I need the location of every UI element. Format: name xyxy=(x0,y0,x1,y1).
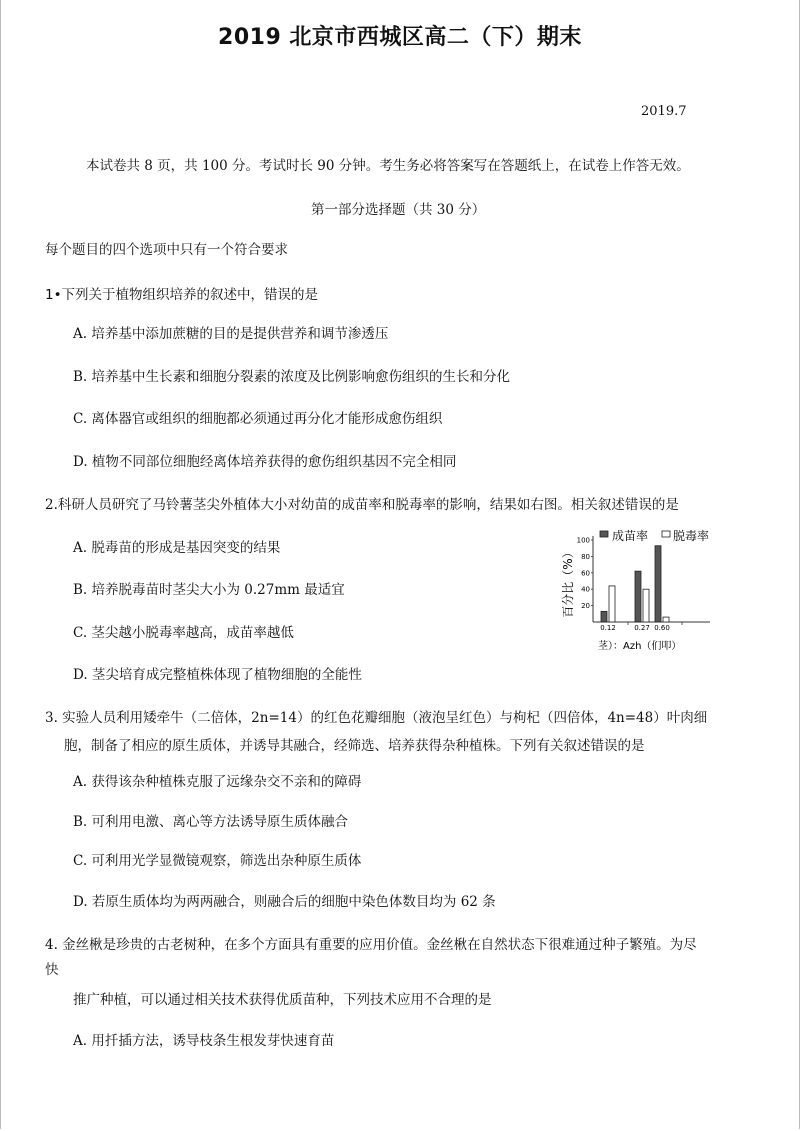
x-tick-label: 0.60 xyxy=(654,624,670,632)
legend-swatch-series-2 xyxy=(662,531,670,537)
x-tick-label: 0.27 xyxy=(634,624,650,632)
y-tick-label: 80 xyxy=(581,552,590,561)
y-axis-label: 百分比（%） xyxy=(561,546,575,618)
bar-chart xyxy=(560,526,720,656)
question-1-stem: 1•下列关于植物组织培养的叙述中，错误的是 xyxy=(45,287,319,303)
question-4-option-a: A. 用扦插方法，诱导枝条生根发芽快速育苗 xyxy=(73,1033,335,1049)
y-tick-label: 20 xyxy=(581,602,590,611)
bar-成苗率-0.60 xyxy=(655,546,661,622)
question-1-option-a: A. 培养基中添加蔗糖的目的是提供营养和调节渗透压 xyxy=(73,326,389,342)
question-3-option-c: C. 可利用光学显微镜观察，筛选出杂种原生质体 xyxy=(73,853,362,869)
question-3-option-b: B. 可利用电激、离心等方法诱导原生质体融合 xyxy=(73,814,349,830)
exam-instructions: 本试卷共 8 页，共 100 分。考试时长 90 分钟。考生务必将答案写在答题纸上，在试卷上作答无效。 xyxy=(86,158,690,174)
section-title: 第一部分选择题（共 30 分） xyxy=(311,202,486,218)
y-tick-label: 60 xyxy=(581,569,590,578)
question-1-option-c: C. 离体器官或组织的细胞都必须通过再分化才能形成愈伤组织 xyxy=(73,411,443,427)
question-1-option-b: B. 培养基中生长素和细胞分裂素的浓度及比例影响愈伤组织的生长和分化 xyxy=(73,369,511,385)
question-4-stem-line-1: 4. 金丝楸是珍贵的古老树种，在多个方面具有重要的应用价值。金丝楸在自然状态下很难通过种子繁殖。为尽 xyxy=(45,937,697,953)
page-title: 2019 北京市西城区高二（下）期末 xyxy=(218,25,582,50)
bar-脱毒率-0.27 xyxy=(643,589,649,622)
question-4-stem-line-1b: 快 xyxy=(45,962,59,978)
question-3-stem-line-2: 胞，制备了相应的原生质体，并诱导其融合，经筛选、培养获得杂种植株。下列有关叙述错误的是 xyxy=(64,738,645,754)
bar-脱毒率-0.12 xyxy=(609,586,615,622)
legend-swatch-series-1 xyxy=(600,531,608,537)
question-2-option-c: C. 茎尖越小脱毒率越高，成苗率越低 xyxy=(73,625,294,641)
y-tick-label: 40 xyxy=(581,585,590,594)
bar-成苗率-0.12 xyxy=(601,611,607,622)
legend-label-series-1: 成苗率 xyxy=(612,529,649,543)
question-2-stem: 2.科研人员研究了马铃薯茎尖外植体大小对幼苗的成苗率和脱毒率的影响，结果如右图。相关叙述错误的是 xyxy=(45,497,679,513)
question-4-stem-line-2: 推广种植，可以通过相关技术获得优质苗种，下列技术应用不合理的是 xyxy=(73,992,492,1008)
question-2-option-d: D. 茎尖培育成完整植株体现了植物细胞的全能性 xyxy=(73,667,362,683)
y-tick-label: 100 xyxy=(576,536,590,545)
section-note: 每个题目的四个选项中只有一个符合要求 xyxy=(45,242,288,258)
question-2-chart xyxy=(560,526,720,656)
legend-label-series-2: 脱毒率 xyxy=(673,529,710,543)
question-3-option-d: D. 若原生质体均为两两融合，则融合后的细胞中染色体数目均为 62 条 xyxy=(73,894,496,910)
x-axis-label: 茎）：Azh（们叩） xyxy=(598,641,682,652)
bar-脱毒率-0.60 xyxy=(663,617,669,622)
exam-date: 2019.7 xyxy=(641,104,687,119)
question-2-option-a: A. 脱毒苗的形成是基因突变的结果 xyxy=(73,540,281,556)
x-tick-label: 0.12 xyxy=(600,624,616,632)
question-3-option-a: A. 获得该杂种植株克服了远缘杂交不亲和的障碍 xyxy=(73,774,362,790)
question-3-stem-line-1: 3. 实验人员利用矮牵牛（二倍体，2n=14）的红色花瓣细胞（液泡呈红色）与枸杞（四倍体，4n=48）叶肉细 xyxy=(45,710,708,726)
question-2-option-b: B. 培养脱毒苗时茎尖大小为 0.27mm 最适宜 xyxy=(73,582,345,598)
bar-成苗率-0.27 xyxy=(635,571,641,622)
question-1-option-d: D. 植物不同部位细胞经离体培养获得的愈伤组织基因不完全相同 xyxy=(73,454,457,470)
